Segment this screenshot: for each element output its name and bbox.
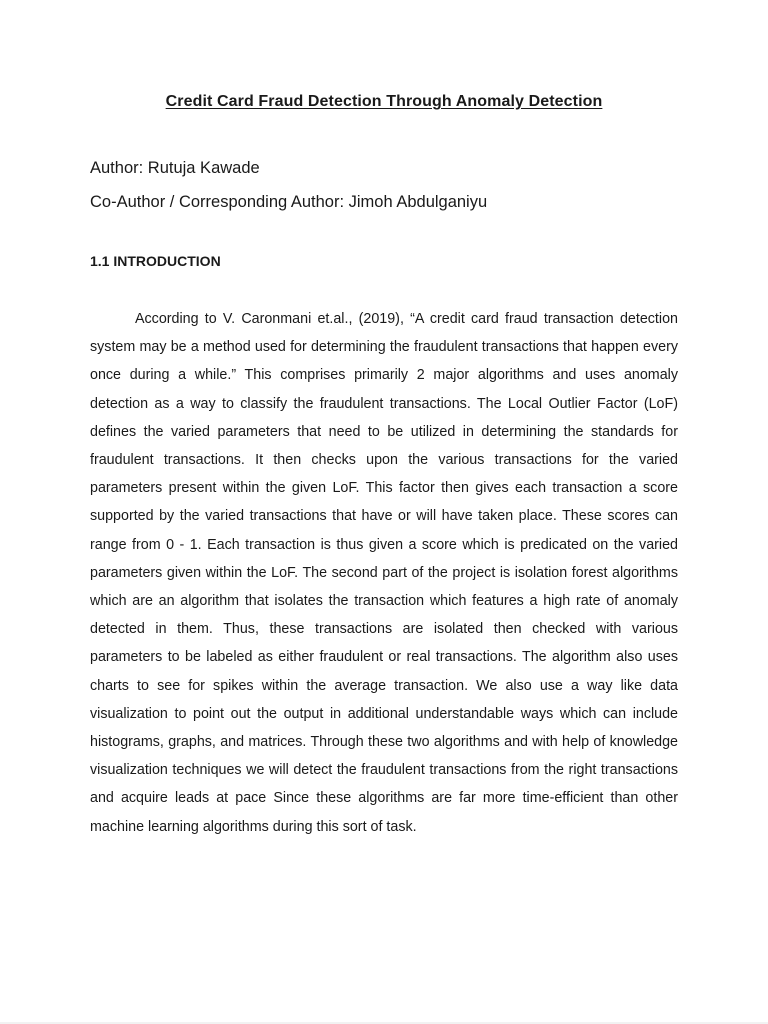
co-author-line: Co-Author / Corresponding Author: Jimoh Abdulganiyu [90, 193, 488, 211]
document-title: Credit Card Fraud Detection Through Anomaly Detection [165, 93, 603, 110]
introduction-paragraph: According to V. Caronmani et.al., (2019), “A credit card fraud transaction detection system may be a method used for determining the fraudulent transactions that happen every once during a while.” This comprises primarily 2 major algorithms and uses anomaly detection as a way to classify the fraudulent transactions. The Local Outlier Factor (LoF) defines the varied parameters that need to be utilized in determining the standards for fraudulent transactions. It then checks upon the various transactions for the varied parameters present within the given LoF. This factor then gives each transaction a score supported by the varied transactions that have or will have taken place. These scores can range from 0 - 1. Each transaction is thus given a score which is predicated on the varied parameters given within the LoF. The second part of the project is isolation forest algorithms which are an algorithm that isolates the transaction which features a high rate of anomaly detected in them. Thus, these transactions are isolated then checked with various parameters to be labeled as either fraudulent or real transactions. The algorithm also uses charts to see for spikes within the average transaction. We also use a way like data visualization to point out the output in additional understandable ways which can include histograms, graphs, and matrices. Through these two algorithms and with help of knowledge visualization techniques we will detect the fraudulent transactions from the right transactions and acquire leads at pace Since these algorithms are far more time-efficient than other machine learning algorithms during this sort of task. [90, 311, 678, 835]
author-line: Author: Rutuja Kawade [90, 159, 260, 177]
section-heading: 1.1 INTRODUCTION [90, 253, 221, 269]
